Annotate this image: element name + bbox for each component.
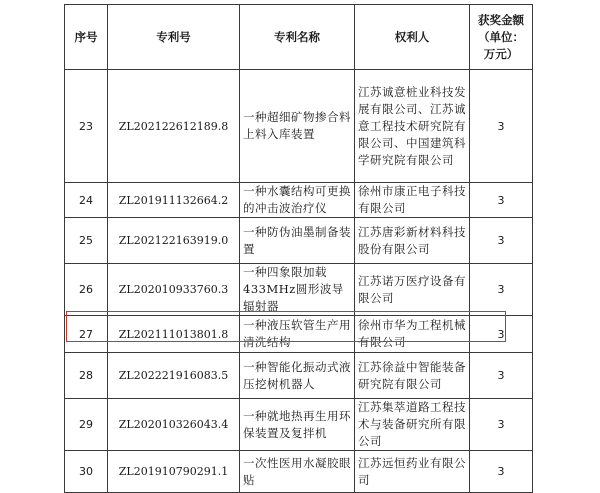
table-row [65,399,533,451]
row-award-amount: 3 [470,353,533,399]
row-patent-number: ZL202122163919.0 [108,218,240,264]
row-seq: 27 [65,316,108,353]
header-patent-name: 专利名称 [240,5,355,70]
row-patent-number: ZL201910790291.1 [108,451,240,493]
table-row [65,353,533,399]
table-row [65,264,533,316]
row-patent-number: ZL202122612189.8 [108,70,240,183]
row-seq: 24 [65,183,108,218]
row-award-amount: 3 [470,70,533,183]
table-row-highlighted [65,316,533,353]
header-rights-holder: 权利人 [355,5,470,70]
row-patent-name: 一种水囊结构可更换的冲击波治疗仪 [240,183,355,218]
row-rights-holder: 徐州市康正电子科技有限公司 [355,183,470,218]
header-award-amount: 获奖金额（单位：万元） [470,5,533,70]
row-seq: 23 [65,70,108,183]
table-row [65,70,533,183]
row-patent-name: 一种超细矿物掺合料上料入库装置 [240,70,355,183]
row-seq: 29 [65,399,108,451]
row-patent-number: ZL202010933760.3 [108,264,240,316]
row-patent-name: 一种智能化振动式液压挖树机器人 [240,353,355,399]
table-row [65,451,533,493]
row-rights-holder: 江苏远恒药业有限公司 [355,451,470,493]
header-patent-number: 专利号 [108,5,240,70]
row-seq: 30 [65,451,108,493]
row-seq: 26 [65,264,108,316]
row-patent-name: 一种防伪油墨制备装置 [240,218,355,264]
row-award-amount: 3 [470,183,533,218]
row-award-amount: 3 [470,451,533,493]
patent-award-table [64,4,533,493]
table-row [65,183,533,218]
row-rights-holder: 江苏诚意桩业科技发展有限公司、江苏诚意工程技术研究院有限公司、中国建筑科学研究院有限公司 [355,70,470,183]
row-rights-holder: 江苏唐彩新材料科技股份有限公司 [355,218,470,264]
row-patent-number: ZL202010326043.4 [108,399,240,451]
row-award-amount: 3 [470,316,533,353]
row-award-amount: 3 [470,399,533,451]
row-rights-holder: 江苏诺万医疗设备有限公司 [355,264,470,316]
row-seq: 25 [65,218,108,264]
table-row [65,218,533,264]
row-patent-number: ZL202111013801.8 [108,316,240,353]
row-patent-name: 一种四象限加载433MHz圆形波导辐射器 [240,264,355,316]
row-award-amount: 3 [470,264,533,316]
row-patent-number: ZL202221916083.5 [108,353,240,399]
header-seq: 序号 [65,5,108,70]
row-patent-number: ZL201911132664.2 [108,183,240,218]
row-patent-name: 一次性医用水凝胶眼贴 [240,451,355,493]
row-rights-holder: 徐州市华为工程机械有限公司 [355,316,470,353]
row-award-amount: 3 [470,218,533,264]
table-header-row [65,5,533,70]
row-patent-name: 一种就地热再生用环保装置及复拌机 [240,399,355,451]
row-rights-holder: 江苏集萃道路工程技术与装备研究所有限公司 [355,399,470,451]
row-seq: 28 [65,353,108,399]
row-patent-name: 一种液压软管生产用清洗结构 [240,316,355,353]
row-rights-holder: 江苏徐益中智能装备研究院有限公司 [355,353,470,399]
